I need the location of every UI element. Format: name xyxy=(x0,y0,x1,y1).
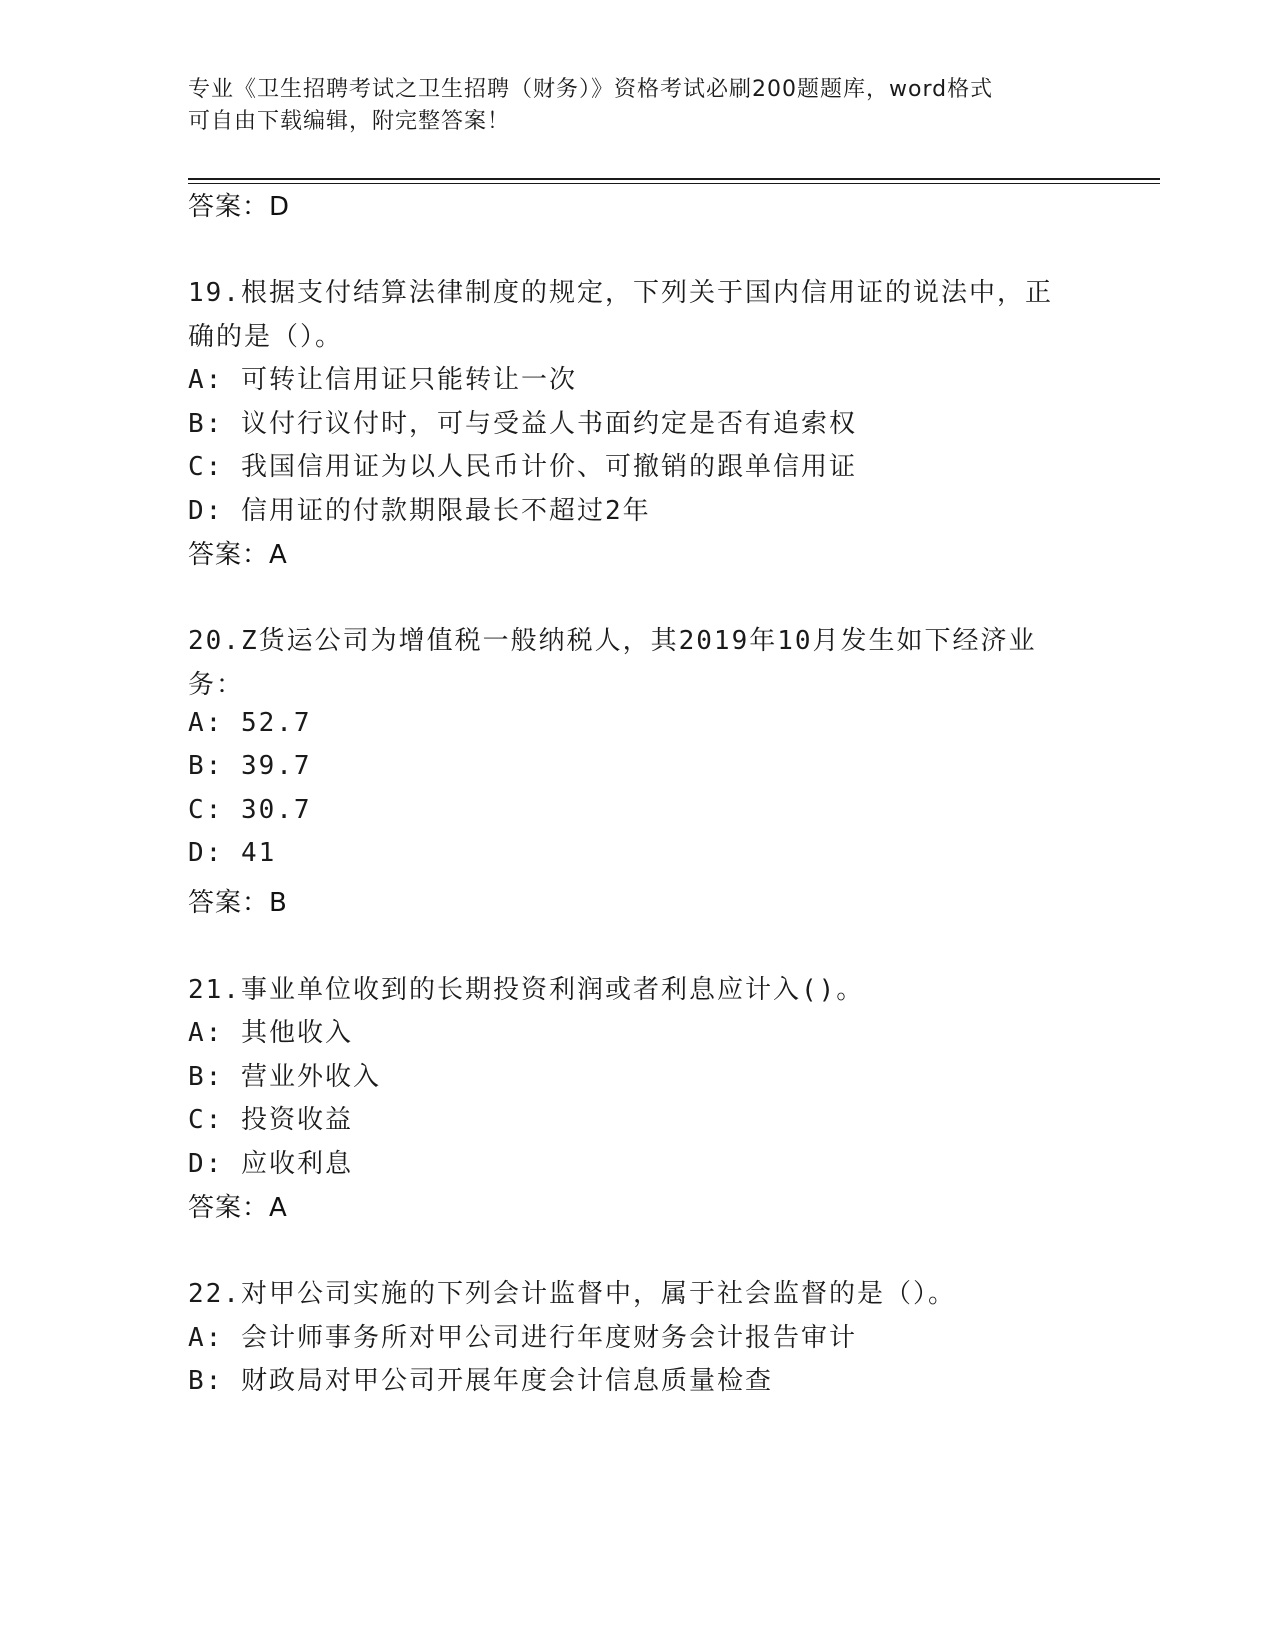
previous-answer: 答案：D xyxy=(188,192,291,222)
question-21-option-c: C: 投资收益 xyxy=(188,1105,353,1135)
question-20-stem-line-2: 务： xyxy=(188,670,245,700)
question-19-stem-line-2: 确的是（）。 xyxy=(188,322,344,352)
header-divider-thick xyxy=(188,178,1160,180)
question-19-option-b: B: 议付行议付时，可与受益人书面约定是否有追索权 xyxy=(188,409,857,439)
question-19-stem-line-1: 19.根据支付结算法律制度的规定，下列关于国内信用证的说法中，正 xyxy=(188,278,1053,308)
question-21-answer: 答案：A xyxy=(188,1193,288,1223)
question-21-option-a: A: 其他收入 xyxy=(188,1018,353,1048)
question-20-option-b: B: 39.7 xyxy=(188,751,312,781)
question-21-option-b: B: 营业外收入 xyxy=(188,1062,381,1092)
document-header xyxy=(188,74,1068,138)
question-20-answer: 答案：B xyxy=(188,888,288,918)
question-21-stem-line-1: 21.事业单位收到的长期投资利润或者利息应计入()。 xyxy=(188,975,865,1005)
question-20-stem-line-1: 20.Z货运公司为增值税一般纳税人，其2019年10月发生如下经济业 xyxy=(188,626,1037,656)
header-line-1: 专业《卫生招聘考试之卫生招聘（财务）》资格考试必刷200题题库，word格式 xyxy=(188,77,994,102)
question-22-stem-line-1: 22.对甲公司实施的下列会计监督中，属于社会监督的是（）。 xyxy=(188,1279,956,1309)
question-19-answer: 答案：A xyxy=(188,540,288,570)
question-20-option-d: D: 41 xyxy=(188,838,277,868)
header-divider-thin xyxy=(188,183,1160,184)
header-line-2: 可自由下载编辑，附完整答案！ xyxy=(188,109,511,134)
question-19-option-c: C: 我国信用证为以人民币计价、可撤销的跟单信用证 xyxy=(188,452,857,482)
question-19-option-a: A: 可转让信用证只能转让一次 xyxy=(188,365,577,395)
question-22-option-b: B: 财政局对甲公司开展年度会计信息质量检查 xyxy=(188,1366,773,1396)
question-22-option-a: A: 会计师事务所对甲公司进行年度财务会计报告审计 xyxy=(188,1323,857,1353)
question-21-option-d: D: 应收利息 xyxy=(188,1149,353,1179)
question-20-option-c: C: 30.7 xyxy=(188,795,312,825)
question-19-option-d: D: 信用证的付款期限最长不超过2年 xyxy=(188,496,651,526)
question-20-option-a: A: 52.7 xyxy=(188,708,312,738)
